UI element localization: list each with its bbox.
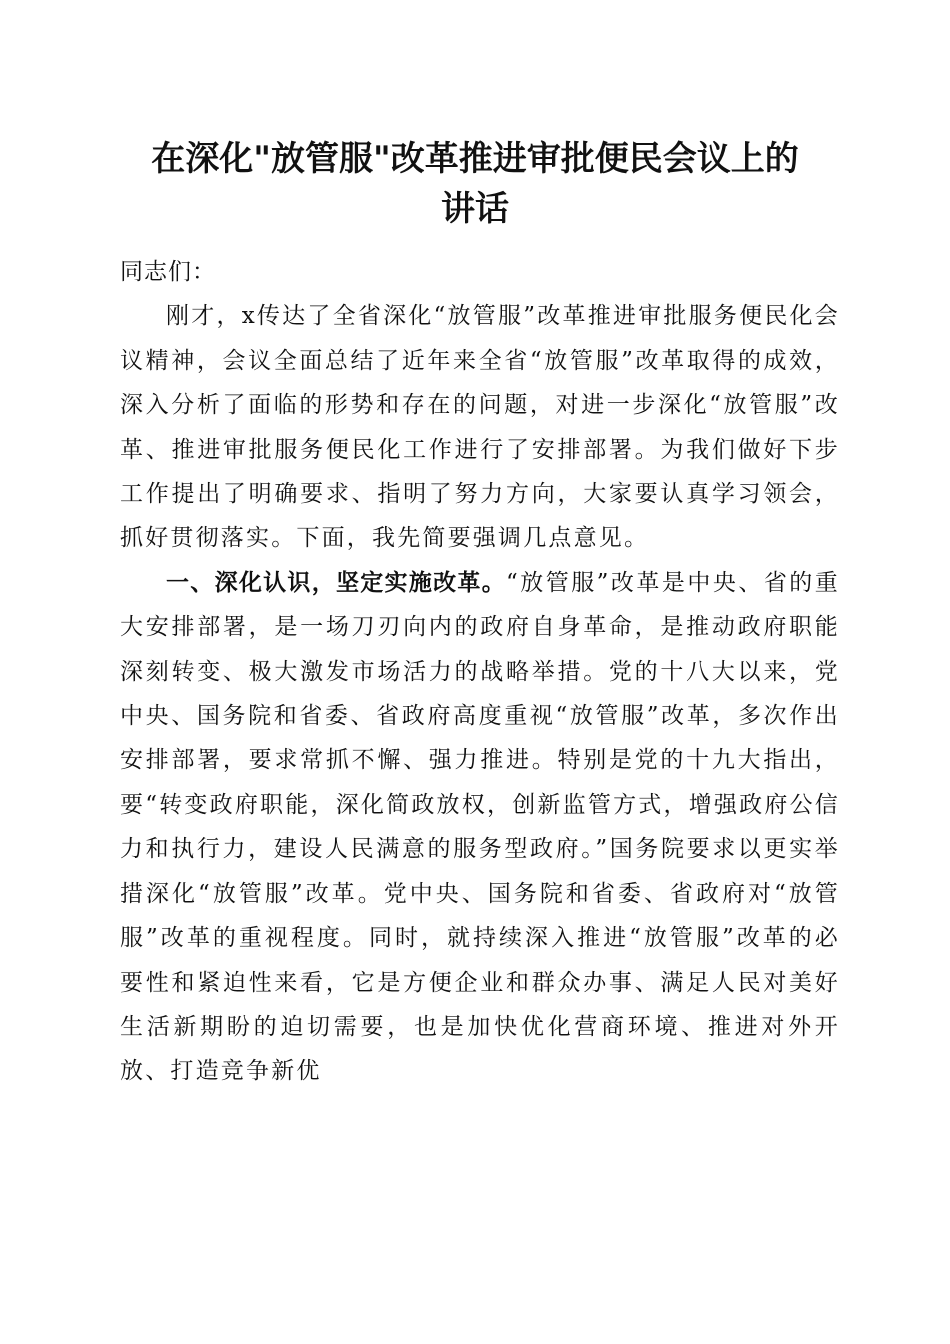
title-line-2: 讲话 <box>441 189 509 229</box>
document-title <box>100 134 850 234</box>
section-1-text: “放管服”改革是中央、省的重大安排部署，是一场刀刃向内的政府自身革命，是推动政府职能深刻转变、极大激发市场活力的战略举措。党的十八大以来，党中央、国务院和省委、省政府高度重视“放管服”改革，多次作出安排部署，要求常抓不懈、强力推进。特别是党的十九大指出，要“转变政府职能，深化简政放权，创新监管方式，增强政府公信力和执行力，建设人民满意的服务型政府。”国务院要求以更实举措深化“放管服”改革。党中央、国务院和省委、省政府对“放管服”改革的重视程度。同时，就持续深入推进“放管服”改革的必要性和紧迫性来看，它是方便企业和群众办事、满足人民对美好生活新期盼的迫切需要，也是加快优化营商环境、推进对外开放、打造竞争新优 <box>120 569 840 1085</box>
paragraph-section-1 <box>120 561 840 1094</box>
document-body <box>120 250 840 1094</box>
salutation: 同志们： <box>120 259 216 285</box>
paragraph-intro: 刚才，x传达了全省深化“放管服”改革推进审批服务便民化会议精神，会议全面总结了近年来全省“放管服”改革取得的成效，深入分析了面临的形势和存在的问题，对进一步深化“放管服”改革、推进审批服务便民化工作进行了安排部署。为我们做好下步工作提出了明确要求、指明了努力方向，大家要认真学习领会，抓好贯彻落实。下面，我先简要强调几点意见。 <box>120 303 840 552</box>
section-1-heading: 一、深化认识，坚定实施改革。 <box>166 569 506 596</box>
title-line-1: 在深化"放管服"改革推进审批便民会议上的 <box>151 139 799 179</box>
